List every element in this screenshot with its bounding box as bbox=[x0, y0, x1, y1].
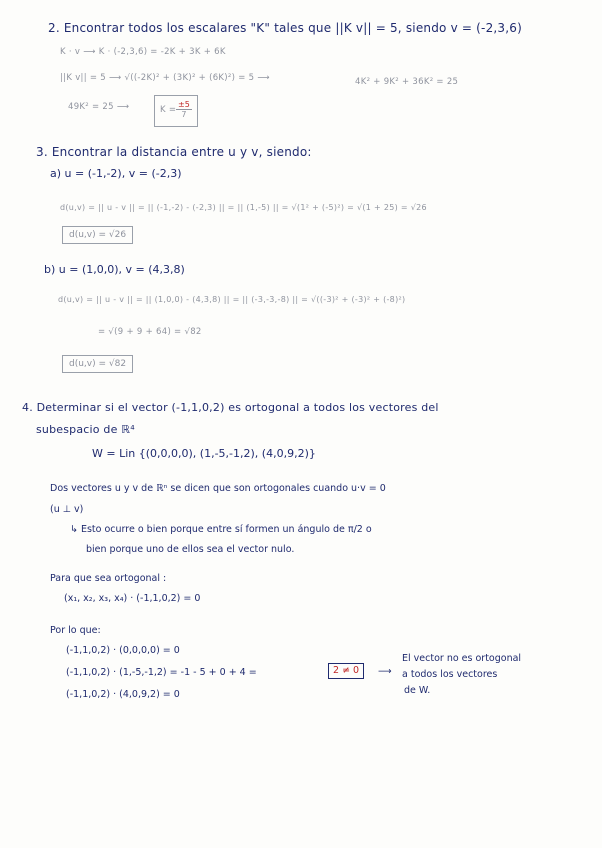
section-4-check-1: (-1,1,0,2) · (0,0,0,0) = 0 bbox=[66, 645, 180, 656]
section-4-condition-equation: (x₁, x₂, x₃, x₄) · (-1,1,0,2) = 0 bbox=[64, 593, 201, 604]
section-4-note-line-2: bien porque uno de ellos sea el vector nulo. bbox=[86, 544, 295, 555]
section-3-part-a-answer-box: d(u,v) = √26 bbox=[62, 226, 133, 244]
section-2-answer-box bbox=[154, 95, 198, 127]
section-2-line-2: ||K v|| = 5 ⟶ √((-2K)² + (3K)² + (6K)²) = 5 ⟶ bbox=[60, 73, 270, 83]
section-3-part-b-label: b) u = (1,0,0), v = (4,3,8) bbox=[44, 263, 185, 276]
section-2-answer-prefix: K = bbox=[160, 105, 177, 115]
section-4-arrow: ⟶ bbox=[378, 666, 392, 677]
section-3-part-a-label: a) u = (-1,-2), v = (-2,3) bbox=[50, 167, 182, 180]
section-2-answer-denominator: 7 bbox=[181, 110, 187, 119]
section-4-so-label: Por lo que: bbox=[50, 625, 101, 636]
section-4-title-line-1: 4. Determinar si el vector (-1,1,0,2) es ortogonal a todos los vectores del bbox=[22, 401, 439, 414]
section-4-check-3: (-1,1,0,2) · (4,0,9,2) = 0 bbox=[66, 689, 180, 700]
section-4-conclusion-line-3: de W. bbox=[404, 685, 431, 696]
section-4-check-2-result: 2 ≠ 0 bbox=[328, 663, 364, 679]
section-3-part-a-work: d(u,v) = || u - v || = || (-1,-2) - (-2,3) || = || (1,-5) || = √(1² + (-5)²) = √(1 + 25) = √26 bbox=[60, 203, 427, 212]
section-4-conclusion-line-1: El vector no es ortogonal bbox=[402, 653, 522, 664]
section-4-note-line-1: ↳ Esto ocurre o bien porque entre sí formen un ángulo de π/2 o bbox=[70, 524, 372, 535]
section-2-title: 2. Encontrar todos los escalares "K" tales que ||K v|| = 5, siendo v = (-2,3,6) bbox=[48, 21, 522, 35]
section-3-title: 3. Encontrar la distancia entre u y v, siendo: bbox=[36, 145, 312, 159]
section-2-answer-numerator: ±5 bbox=[178, 100, 190, 109]
section-3-part-b-work-2: = √(9 + 9 + 64) = √82 bbox=[98, 327, 202, 337]
section-2-answer-fraction bbox=[176, 100, 192, 119]
section-4-title-line-2: subespacio de ℝ⁴ bbox=[36, 423, 135, 436]
section-3-part-b-answer-box: d(u,v) = √82 bbox=[62, 355, 133, 373]
section-4-definition-line-1: Dos vectores u y v de ℝⁿ se dicen que son ortogonales cuando u·v = 0 bbox=[50, 483, 386, 494]
section-4-span: W = Lin {(0,0,0,0), (1,-5,-1,2), (4,0,9,2)} bbox=[92, 447, 316, 460]
section-2-line-3: 49K² = 25 ⟶ bbox=[68, 102, 130, 112]
section-4-check-2: (-1,1,0,2) · (1,-5,-1,2) = -1 - 5 + 0 + 4 = bbox=[66, 667, 257, 678]
section-2-line-2-result: 4K² + 9K² + 36K² = 25 bbox=[355, 77, 459, 87]
section-2-line-1: K · v ⟶ K · (-2,3,6) = -2K + 3K + 6K bbox=[60, 47, 226, 57]
section-3-part-b-work: d(u,v) = || u - v || = || (1,0,0) - (4,3,8) || = || (-3,-3,-8) || = √((-3)² + (-3)² + (-8)²) bbox=[58, 295, 406, 304]
section-4-condition-label: Para que sea ortogonal : bbox=[50, 573, 167, 584]
section-4-definition-line-2: (u ⊥ v) bbox=[50, 504, 84, 515]
section-4-conclusion-line-2: a todos los vectores bbox=[402, 669, 498, 680]
